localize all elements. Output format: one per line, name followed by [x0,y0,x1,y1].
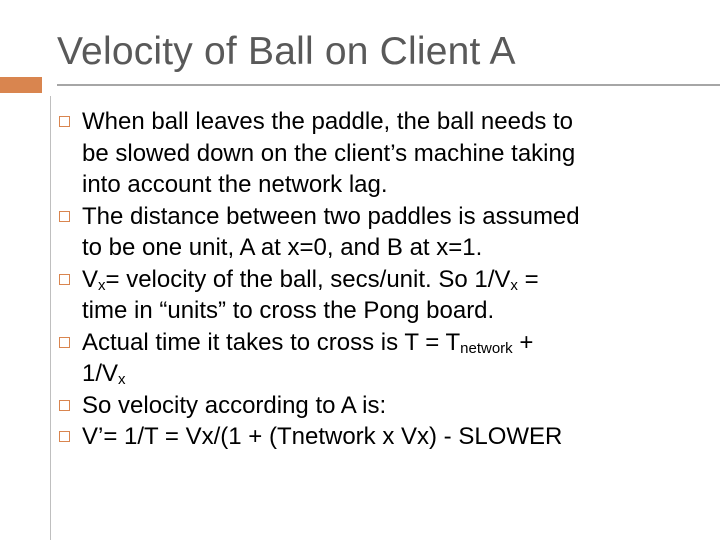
hollow-square-icon [59,274,70,285]
hollow-square-icon [59,116,70,127]
left-divider [50,96,51,540]
bullet-line [82,264,697,296]
slide-title: Velocity of Ball on Client A [57,30,516,73]
text-run: V [82,265,99,293]
bullet-line [82,295,697,327]
bullet-item [57,264,697,327]
bullet-text [82,264,697,327]
accent-block [0,77,42,93]
bullet-line [82,390,697,422]
text-run: The distance between two paddles is assumed [82,202,580,230]
bullet-line [82,201,697,233]
bullet-item [57,327,697,390]
bullet-text [82,421,697,453]
text-run: be slowed down on the client’s machine taking [82,139,576,167]
text-run: = velocity of the ball, secs/unit. So 1/V [105,265,511,293]
text-run: Actual time it takes to cross is T = T [82,328,461,356]
title-divider [57,84,720,86]
bullet-text [82,390,697,422]
bullet-text [82,327,697,390]
bullet-text [82,201,697,264]
text-run: When ball leaves the paddle, the ball needs to [82,108,574,135]
subscript: x [98,276,106,294]
text-run: + [512,328,534,356]
subscript: network [460,339,513,357]
hollow-square-icon [59,211,70,222]
bullet-line [82,421,697,453]
text-run: V’= 1/T = Vx/(1 + (Tnetwork x Vx) - SLOWER [82,423,563,450]
hollow-square-icon [59,400,70,411]
hollow-square-icon [59,431,70,442]
bullet-line [82,327,697,359]
text-run: into account the network lag. [82,171,388,198]
bullet-line [82,232,697,264]
subscript: x [118,371,126,388]
bullet-list [57,106,697,453]
bullet-item [57,390,697,422]
text-run: 1/V [82,360,119,387]
text-run: time in “units” to cross the Pong board. [82,297,495,324]
bullet-line [82,358,697,390]
bullet-line [82,169,697,201]
bullet-text [82,106,697,201]
bullet-item [57,421,697,453]
text-run: to be one unit, A at x=0, and B at x=1. [82,234,483,261]
bullet-item [57,106,697,201]
hollow-square-icon [59,337,70,348]
bullet-item [57,201,697,264]
text-run: So velocity according to A is: [82,391,387,419]
subscript: x [510,276,518,294]
text-run: = [517,265,539,293]
bullet-line [82,138,697,170]
bullet-line [82,106,697,138]
